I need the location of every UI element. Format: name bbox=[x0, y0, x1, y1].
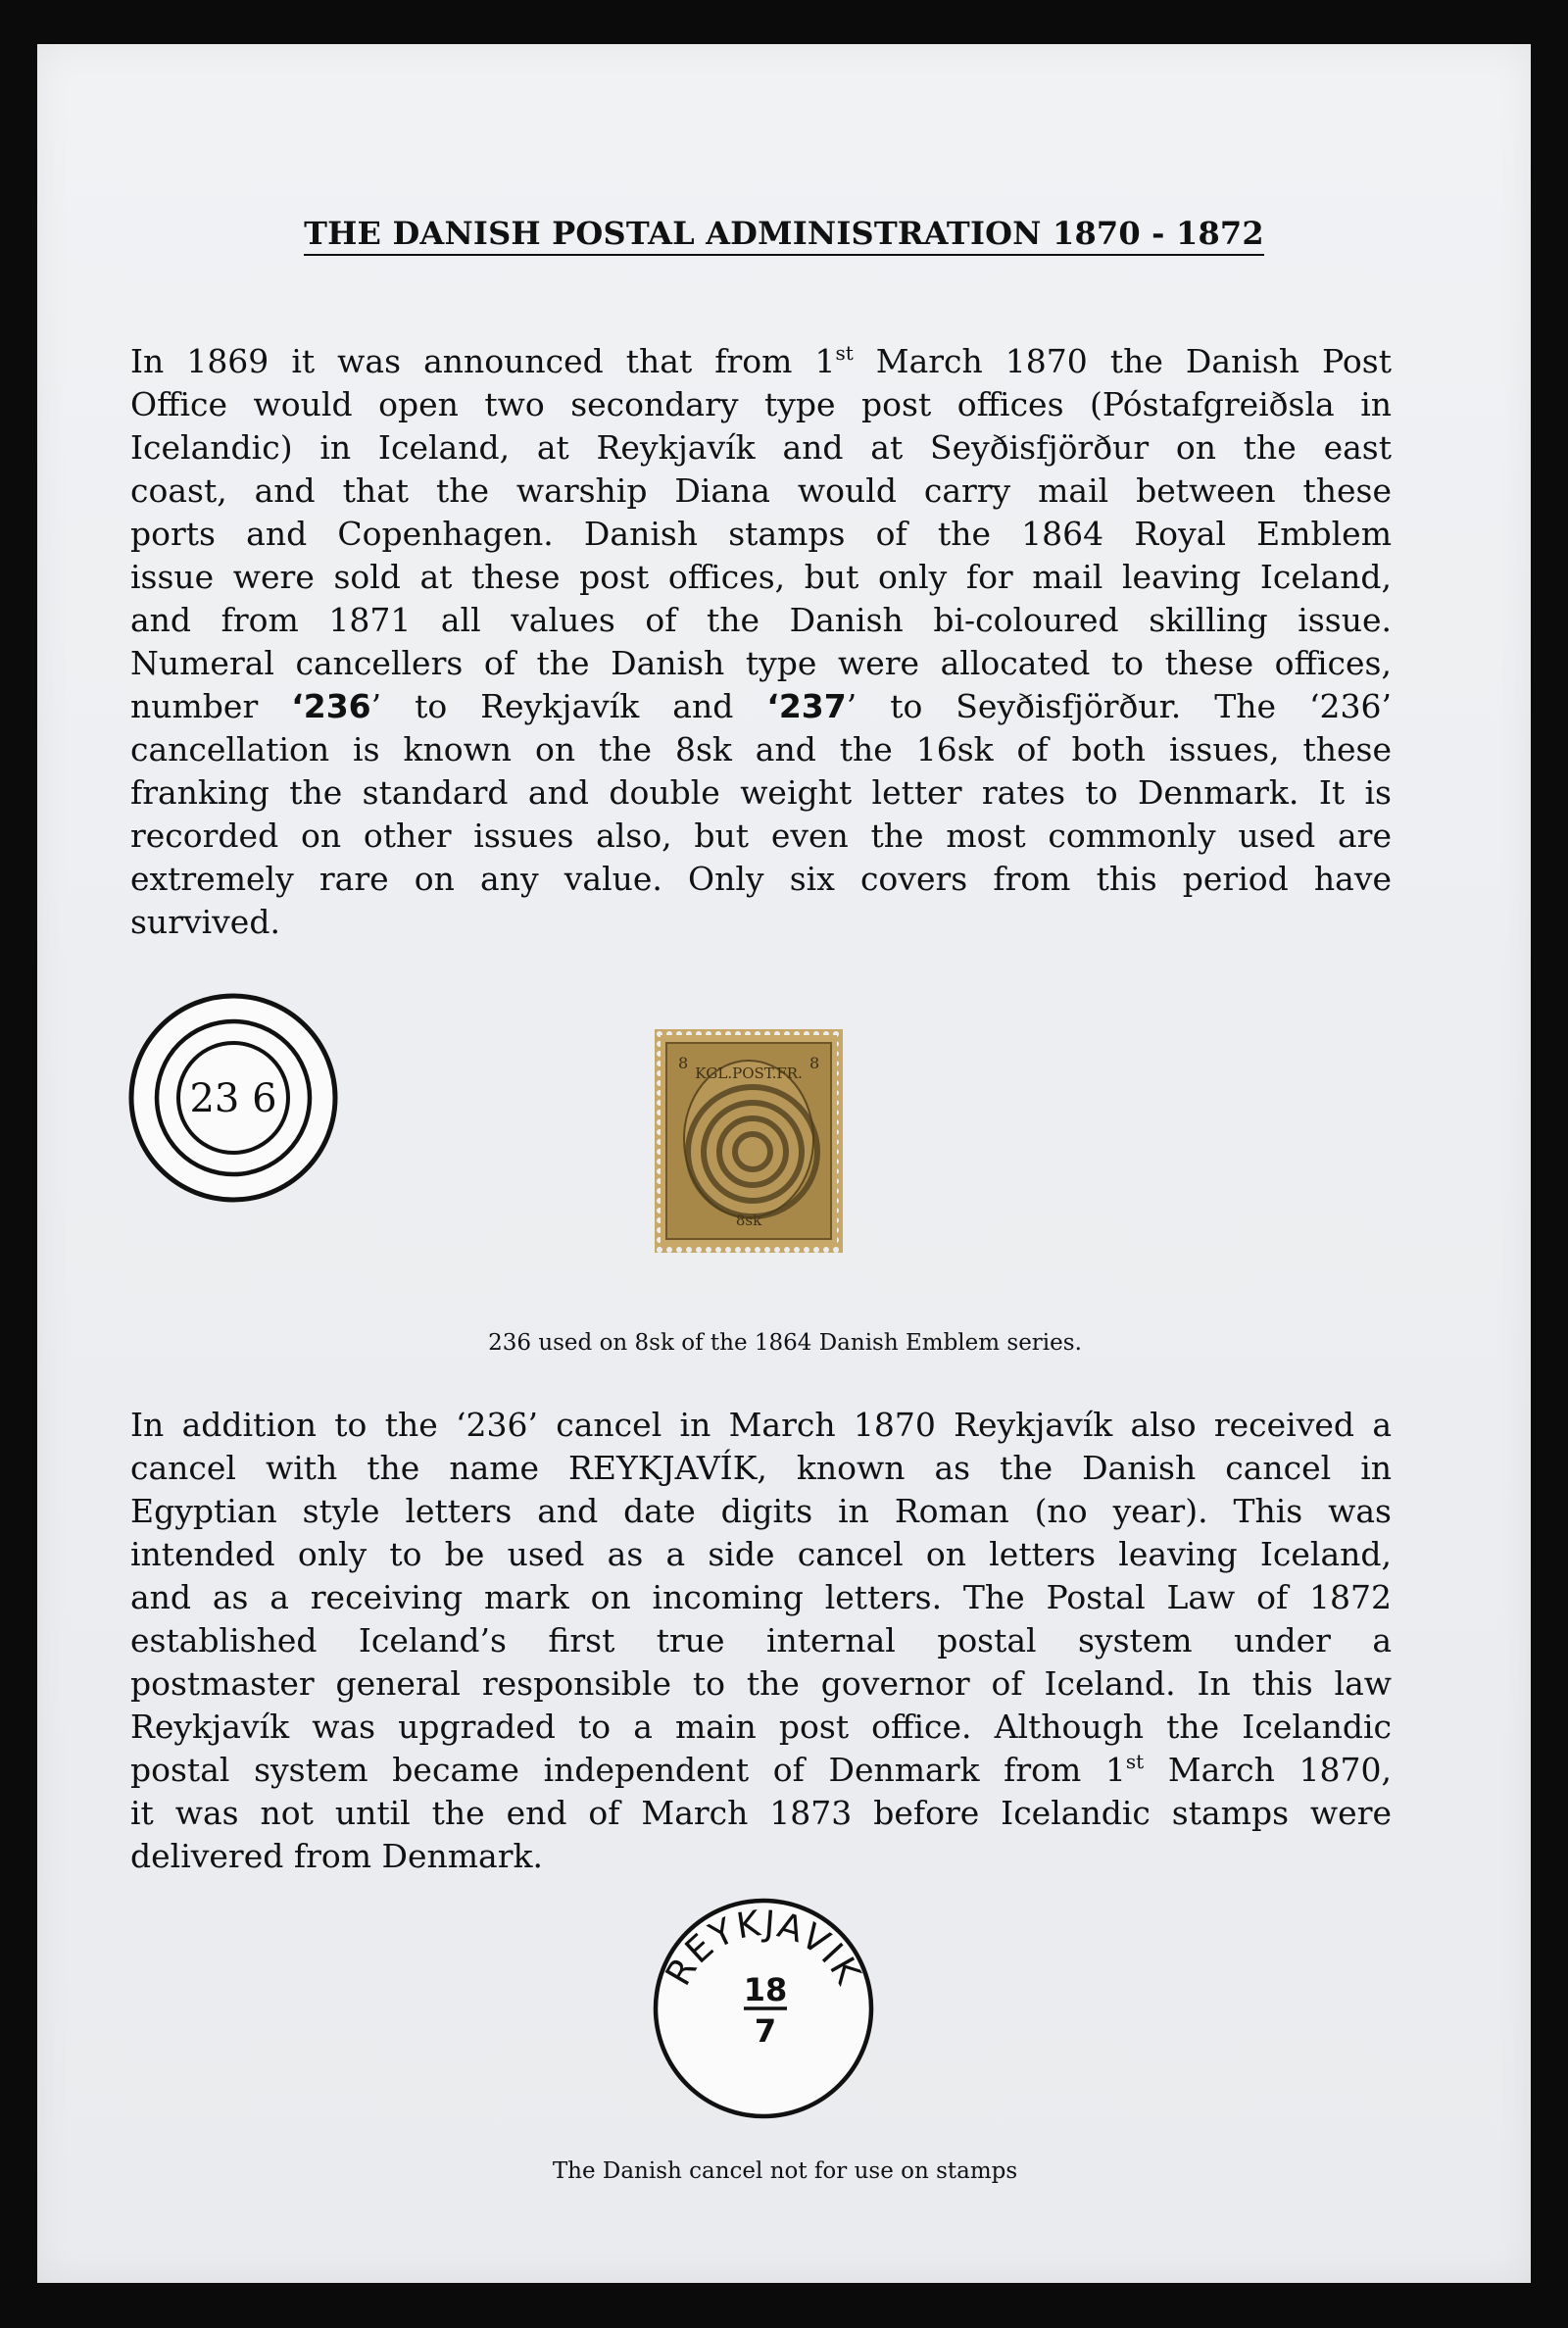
text-line: Numeral cancellers of the Danish type were allocated to these offices, bbox=[130, 644, 1392, 682]
text-line: postmaster general responsible to the governor of Iceland. In this law bbox=[130, 1664, 1392, 1703]
text-line: and from 1871 all values of the Danish bi-coloured skilling issue. bbox=[130, 601, 1392, 639]
text-line: coast, and that the warship Diana would carry mail between these bbox=[130, 471, 1392, 510]
text-line: it was not until the end of March 1873 before Icelandic stamps were bbox=[130, 1794, 1392, 1832]
text-line: Reykjavík was upgraded to a main post office. Although the Icelandic bbox=[130, 1708, 1392, 1746]
cancel-ring-text: REYKJAVIK bbox=[658, 1903, 869, 1993]
text-line: In addition to the ‘236’ cancel in March 1870 Reykjavík also received a bbox=[130, 1406, 1392, 1444]
text-line: delivered from Denmark. bbox=[130, 1837, 543, 1875]
text-line: cancel with the name REYKJAVÍK, known as the Danish cancel in bbox=[130, 1449, 1392, 1487]
stamp-value-bottom: 8sk bbox=[735, 1212, 762, 1229]
text-line: Egyptian style letters and date digits in Roman (no year). This was bbox=[130, 1492, 1392, 1530]
text-line: cancellation is known on the 8sk and the 16sk of both issues, these bbox=[130, 730, 1392, 768]
text-line: number ‘236’ to Reykjavík and ‘237’ to Seyðisfjörður. The ‘236’ bbox=[130, 687, 1392, 725]
text-line: Icelandic) in Iceland, at Reykjavík and at Seyðisfjörður on the east bbox=[130, 428, 1392, 467]
stamp-caption: 236 used on 8sk of the 1864 Danish Emblem series. bbox=[488, 1330, 1082, 1356]
text-line: survived. bbox=[130, 903, 280, 941]
text-line: recorded on other issues also, but even the most commonly used are bbox=[130, 817, 1392, 855]
second-paragraph bbox=[130, 1404, 1392, 1878]
text-line: issue were sold at these post offices, but only for mail leaving Iceland, bbox=[130, 558, 1392, 596]
text-line: established Iceland’s first true internal postal system under a bbox=[130, 1621, 1392, 1659]
cancel-number: 23 6 bbox=[189, 1076, 277, 1121]
cancel-day: 18 bbox=[743, 1971, 788, 2008]
album-page bbox=[37, 44, 1531, 2283]
cancel-month: 7 bbox=[754, 2012, 777, 2050]
cancel-caption: The Danish cancel not for use on stamps bbox=[552, 2158, 1018, 2184]
stamp-inscription: KGL.POST.FR. bbox=[695, 1065, 803, 1082]
text-line: In 1869 it was announced that from 1st March 1870 the Danish Post bbox=[130, 341, 1392, 380]
page-title: THE DANISH POSTAL ADMINISTRATION 1870 - 1872 bbox=[37, 215, 1531, 252]
intro-paragraph bbox=[130, 340, 1392, 944]
text-line: and as a receiving mark on incoming letters. The Postal Law of 1872 bbox=[130, 1578, 1392, 1616]
text-line: ports and Copenhagen. Danish stamps of the 1864 Royal Emblem bbox=[130, 515, 1392, 553]
stamp-value-left: 8 bbox=[678, 1054, 689, 1072]
text-line: Office would open two secondary type post offices (Póstafgreiðsla in bbox=[130, 385, 1392, 423]
text-line: intended only to be used as a side cancel on letters leaving Iceland, bbox=[130, 1535, 1392, 1573]
stamp-8sk-image bbox=[655, 1029, 843, 1253]
stamp-value-right: 8 bbox=[809, 1054, 820, 1072]
text-line: franking the standard and double weight letter rates to Denmark. It is bbox=[130, 773, 1392, 812]
reykjavik-cancel-icon bbox=[650, 1895, 877, 2122]
text-line: postal system became independent of Denmark from 1st March 1870, bbox=[130, 1750, 1392, 1789]
numeral-236-cancel-icon bbox=[125, 990, 341, 1206]
text-line: extremely rare on any value. Only six covers from this period have bbox=[130, 860, 1392, 898]
